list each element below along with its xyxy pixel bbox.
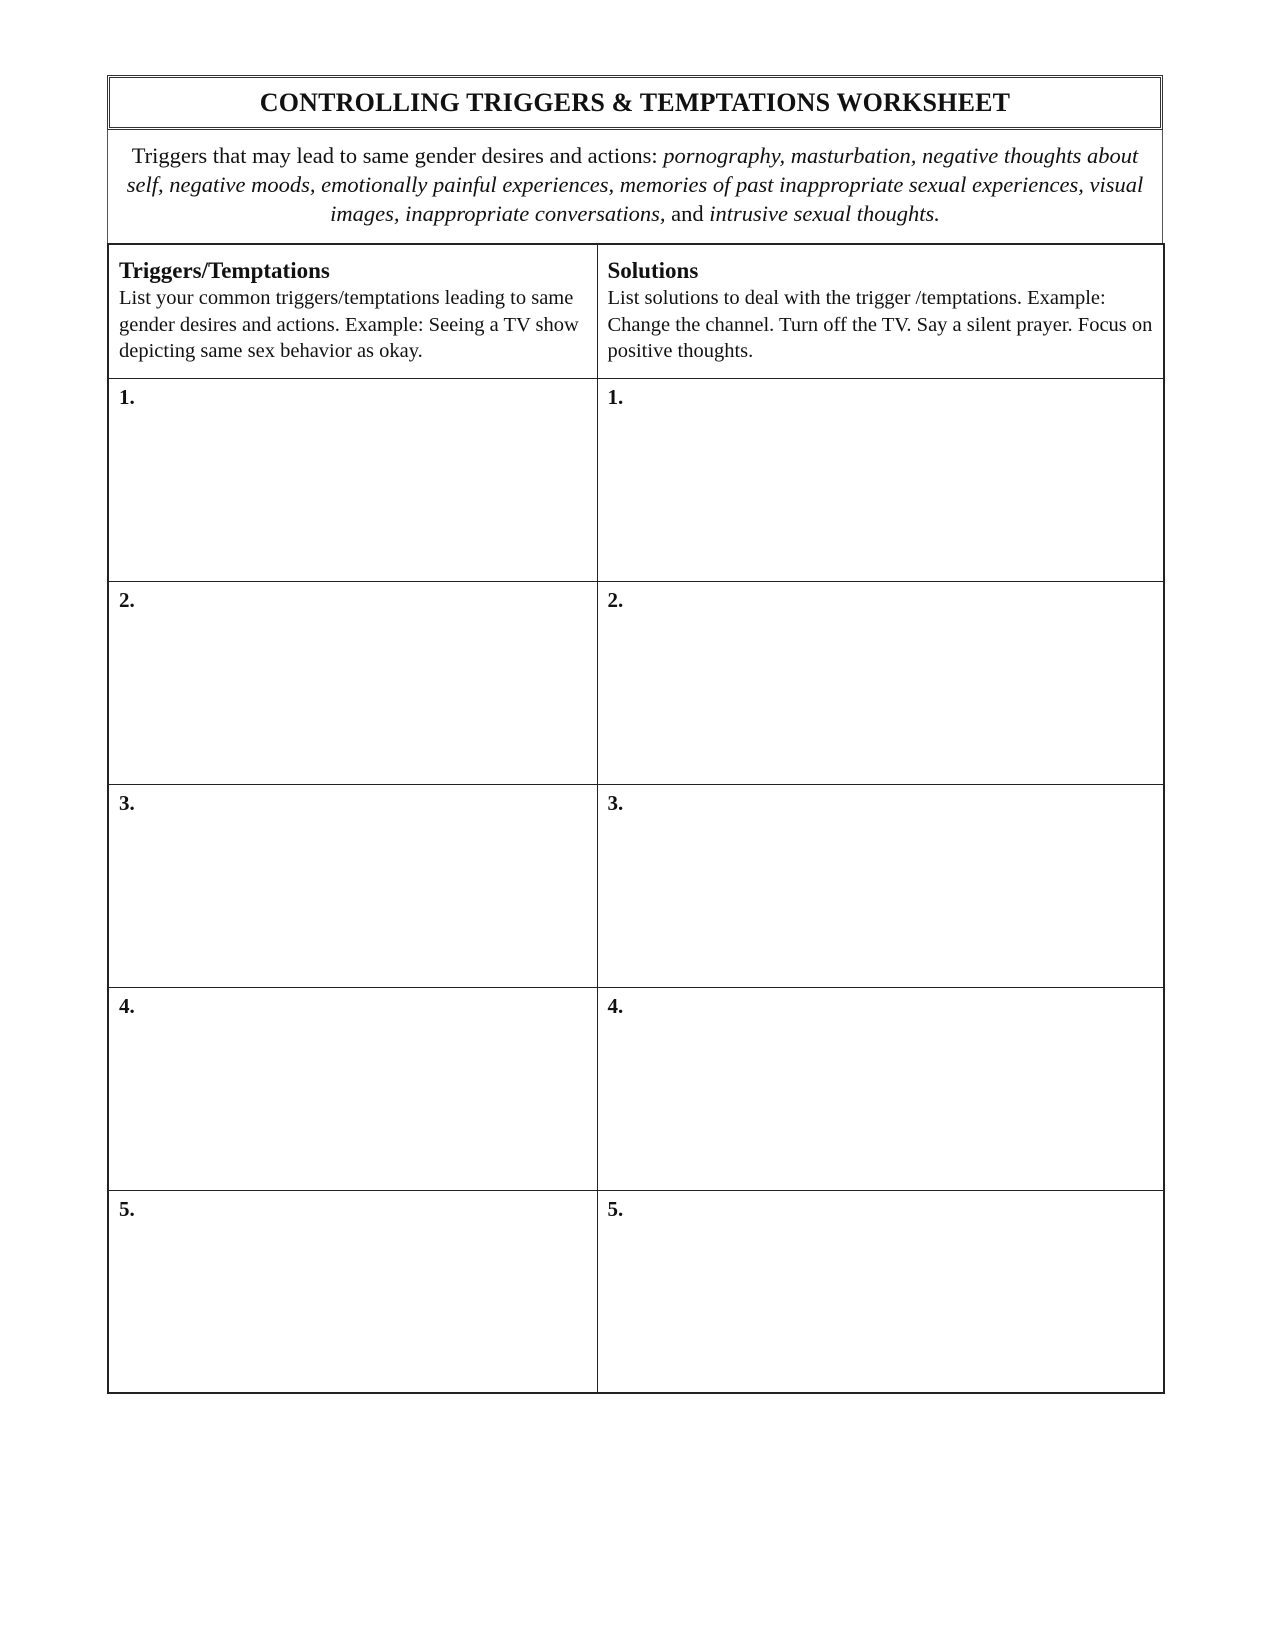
intro-box — [107, 130, 1163, 243]
trigger-entry-cell[interactable] — [108, 581, 597, 784]
trigger-entry-cell[interactable] — [108, 378, 597, 581]
intro-text — [122, 141, 1148, 228]
solutions-column-title: Solutions — [607, 258, 699, 283]
table-row — [108, 378, 1164, 581]
worksheet-table — [107, 243, 1165, 1394]
solution-entry-number: 1. — [607, 384, 624, 409]
solution-entry-number: 4. — [607, 993, 624, 1018]
table-row — [108, 987, 1164, 1190]
worksheet — [107, 75, 1163, 1394]
solution-entry-cell[interactable] — [597, 378, 1164, 581]
solution-entry-number: 5. — [607, 1196, 624, 1221]
table-row — [108, 581, 1164, 784]
trigger-entry-number: 1. — [119, 384, 135, 409]
header-row — [108, 244, 1164, 378]
intro-italic-list: pornography, masturbation, negative thoughts about self, negative moods, emotionally painful experiences, memories of past inappropriate sexual experiences, visual images, inappropriate conversations, — [126, 143, 1144, 226]
solution-entry-cell[interactable] — [597, 784, 1164, 987]
intro-italic-last: intrusive sexual thoughts. — [709, 201, 940, 226]
solution-entry-number: 3. — [607, 790, 624, 815]
intro-conjunction: and — [665, 201, 710, 226]
solution-entry-cell[interactable] — [597, 987, 1164, 1190]
triggers-column-description: List your common triggers/temptations leading to same gender desires and actions. Example: Seeing a TV show depicting same sex behavior as okay. — [119, 287, 579, 362]
table-row — [108, 1190, 1164, 1393]
intro-lead: Triggers that may lead to same gender desires and actions: — [131, 143, 664, 168]
triggers-header-cell — [108, 244, 597, 378]
solution-entry-cell[interactable] — [597, 581, 1164, 784]
trigger-entry-number: 5. — [119, 1196, 135, 1221]
title-box — [107, 75, 1163, 130]
worksheet-title: CONTROLLING TRIGGERS & TEMPTATIONS WORKSHEET — [259, 87, 1011, 117]
solution-entry-cell[interactable] — [597, 1190, 1164, 1393]
solutions-header-cell — [597, 244, 1164, 378]
trigger-entry-number: 4. — [119, 993, 135, 1018]
trigger-entry-number: 3. — [119, 790, 135, 815]
table-row — [108, 784, 1164, 987]
trigger-entry-cell[interactable] — [108, 784, 597, 987]
solution-entry-number: 2. — [607, 587, 624, 612]
solutions-column-description: List solutions to deal with the trigger /temptations. Example: Change the channel. Turn off the TV. Say a silent prayer. Focus on positive thoughts. — [607, 287, 1153, 362]
trigger-entry-cell[interactable] — [108, 987, 597, 1190]
trigger-entry-cell[interactable] — [108, 1190, 597, 1393]
triggers-column-title: Triggers/Temptations — [119, 258, 330, 283]
trigger-entry-number: 2. — [119, 587, 135, 612]
